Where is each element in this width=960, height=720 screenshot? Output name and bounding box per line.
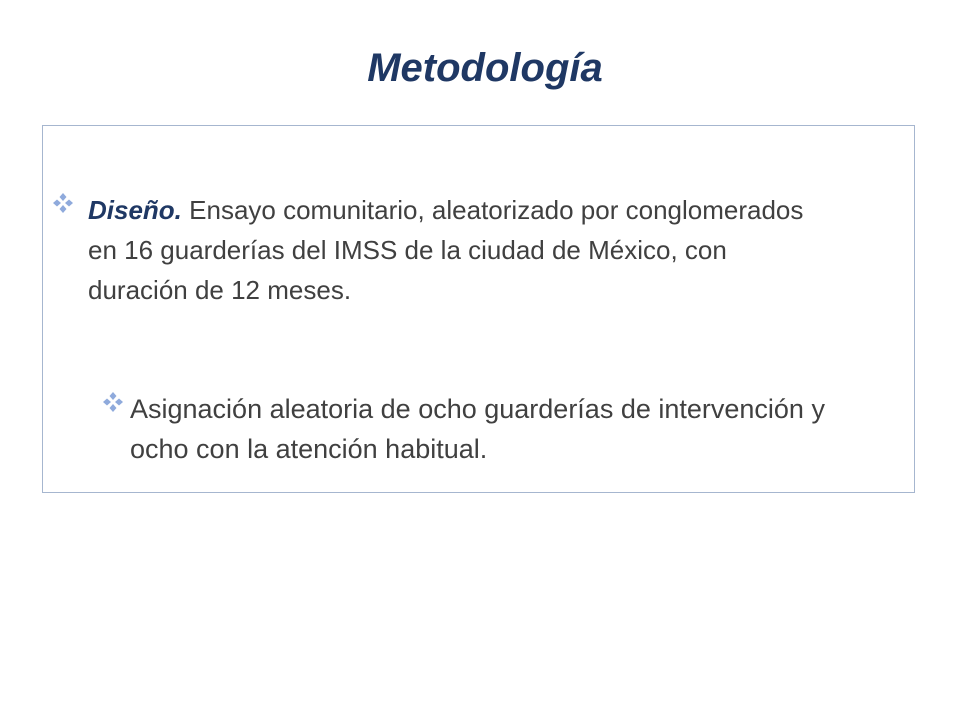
bullet-body: Asignación aleatoria de ocho guarderías de intervención y ocho con la atención habitual. [130, 394, 825, 464]
diamond-bullet-icon [102, 389, 130, 429]
bullet-text [88, 190, 822, 310]
slide-title: Metodología [367, 46, 603, 90]
bullet-assignment [102, 389, 842, 469]
bullet-lead: Diseño. [88, 195, 182, 225]
bullet-body: Ensayo comunitario, aleatorizado por conglomerados en 16 guarderías del IMSS de la ciudad de México, con duración de 12 meses. [88, 195, 804, 305]
bullet-design [52, 190, 822, 310]
diamond-bullet-icon [52, 190, 88, 230]
